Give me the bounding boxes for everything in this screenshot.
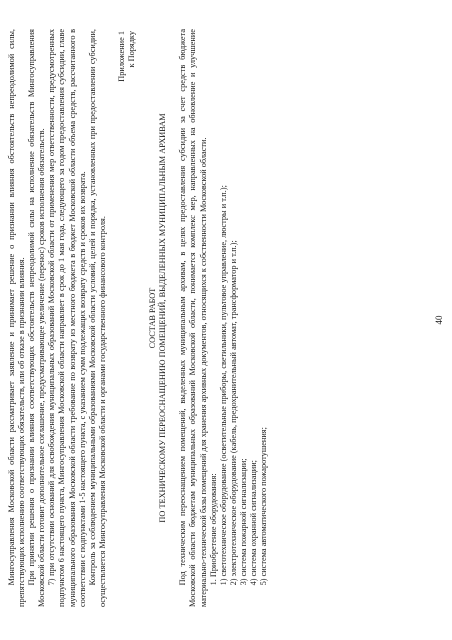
list-title: 1. Приобретение оборудования: (208, 473, 218, 586)
list-item: 2) электротехническое оборудование (кабель, предохранительный автомат, трансформатор и т.п.); (228, 240, 238, 586)
appendix-line-2: к Порядку (127, 31, 137, 68)
paragraph-control: Контроль за соблюдением муниципальными образованиями Московской области условий, целей и порядка, установленных при предоставлении субсидии, осуществляется Мингосуправления Московской области и органами государственного финансового контроля. (87, 29, 107, 607)
paragraph-decision: Мингосуправления Московской области рассматривает заявление и принимает решение о признании влияния обстоятельств непреодолимой силы, препятствующих исполнению соответствующих обязательств, или об отказе в признании влияния. (7, 29, 27, 607)
section-heading-subtitle: ПО ТЕХНИЧЕСКОМУ ПЕРЕОСНАЩЕНИЮ ПОМЕЩЕНИЙ, ВЫДЕЛЕННЫХ МУНИЦИПАЛЬНЫМ АРХИВАМ (158, 113, 168, 523)
list-item: 1) светотехническое оборудование (осветительные приборы, светильники, пультовое управление, люстры и т.п.); (218, 185, 228, 586)
appendix-line-1: Приложение 1 (116, 31, 126, 82)
paragraph-refund-demand: 7) при отсутствии оснований для освобождения муниципальных образований Московской области от применения мер ответственности, предусмотренных подпунктом 6 настоящего пункта, Мингосуправления Московской области направляет в срок до 1 мая года, следующего за годом предоставления субсидии, главе муниципального образования Московской области требование по возврату из местного бюджета в бюджет Московской области объема средств, рассчитанного в соответствии с подпунктами 1-5 настоящего пункта, с указанием сумм подлежащих возврату средств и сроков их возврата. (47, 29, 87, 607)
appendix-label (117, 29, 137, 607)
paragraph-force-majeure: При принятии решения о признании влияния соответствующих обстоятельств непреодолимой силы на исполнение обязательств Мингосуправления Московской области готовит дополнительное соглашение, предусматривающее увеличение (перенос) сроков исполнения обязательств. (27, 29, 47, 607)
paragraph-definition: Под техническим переоснащением помещений, выделенных муниципальным архивам, в целях предоставления субсидии за счет средств бюджета Московской области бюджетам муниципальных образований Московской области, понимается комплекс мер, направленных на обновление и улучшение материально-технической базы помещений для хранения архивных документов, относящихся к собственности Московской области. (178, 29, 208, 607)
document-body (7, 29, 429, 607)
list-item: 4) система охранной сигнализации; (248, 460, 258, 586)
page-number: 40 (434, 315, 444, 325)
list-item: 5) система автоматического пожаротушения; (259, 427, 269, 586)
section-heading-title: СОСТАВ РАБОТ (148, 287, 158, 349)
list-item: 3) система пожарной сигнализации; (238, 458, 248, 586)
